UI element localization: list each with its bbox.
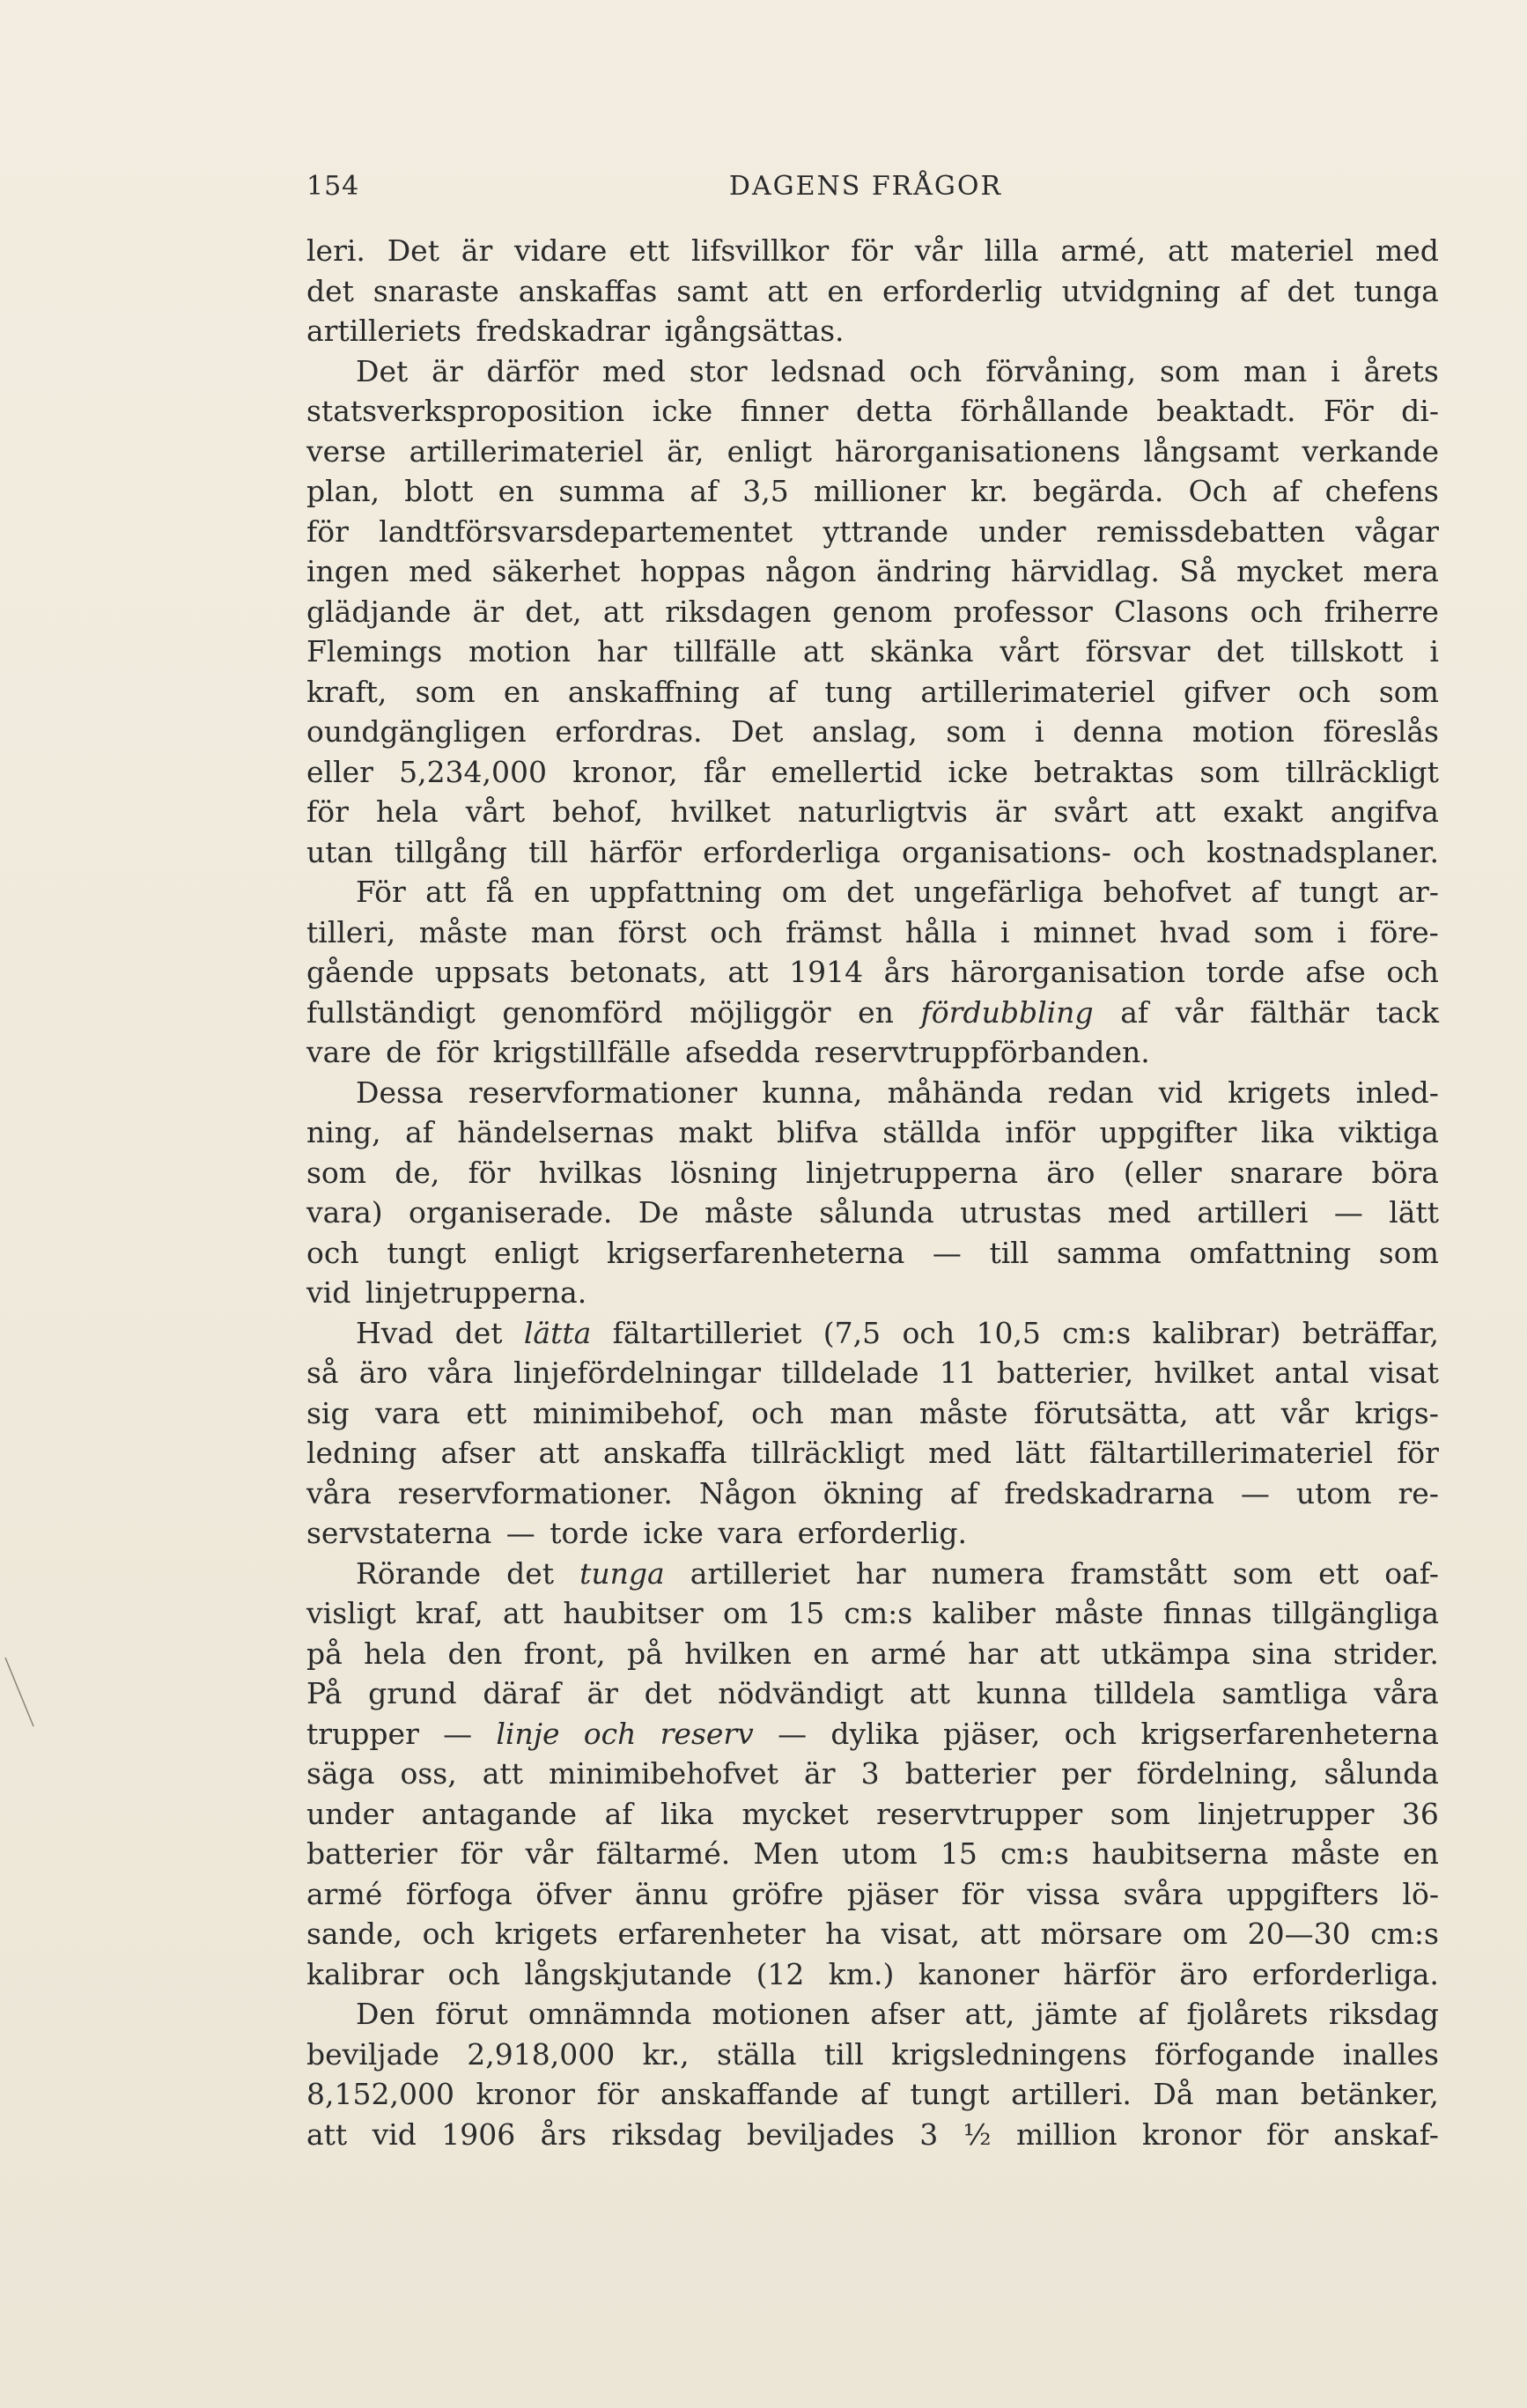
running-title: DAGENS FRÅGOR [728, 171, 1003, 202]
text-line: servstaterna — torde icke vara erforderlig. [306, 1516, 967, 1550]
text-line: statsverksproposition icke finner detta förhållande beaktadt. För di- [306, 394, 1439, 428]
text-line: som de, för hvilkas lösning linjetrupperna äro (eller snarare böra [306, 1155, 1439, 1190]
text-line: och tungt enligt krigserfarenheterna — till samma omfattning som [306, 1235, 1439, 1270]
text-line: sande, och krigets erfarenheter ha visat, att mörsare om 20—30 cm:s [306, 1917, 1439, 1951]
text-line: ledning afser att anskaffa tillräckligt med lätt fältartillerimateriel för [306, 1436, 1439, 1470]
page-number: 154 [306, 171, 360, 202]
text-line: fullständigt genomförd möjliggör en fördubbling af vår fälthär tack [306, 994, 1439, 1030]
text-line: trupper — linje och reserv — dylika pjäser, och krigserfarenheterna [306, 1716, 1439, 1751]
text-line: verse artillerimateriel är, enligt härorganisationens långsamt verkande [306, 433, 1439, 469]
text-line: visligt kraf, att haubitser om 15 cm:s kaliber måste finnas tillgängliga [306, 1596, 1439, 1630]
text-line: vara) organiserade. De måste sålunda utrustas med artilleri — lätt [306, 1195, 1439, 1230]
text-line: sig vara ett minimibehof, och man måste förutsätta, att vår krigs- [306, 1395, 1439, 1430]
text-line: Hvad det lätta fältartilleriet (7,5 och 10,5 cm:s kalibrar) beträffar, [356, 1315, 1439, 1350]
text-line: På grund däraf är det nödvändigt att kunna tilldela samtliga våra [306, 1676, 1439, 1710]
text-line: armé förfoga öfver ännu gröfre pjäser för vissa svåra uppgifters lö- [306, 1876, 1439, 1911]
text-line: säga oss, att minimibehofvet är 3 batterier per fördelning, sålunda [306, 1756, 1439, 1791]
text-line: på hela den front, på hvilken en armé har att utkämpa sina strider. [306, 1636, 1439, 1671]
text-line: vid linjetrupperna. [306, 1275, 587, 1310]
text-line: Den förut omnämnda motionen afser att, jämte af fjolårets riksdag [356, 1997, 1439, 2031]
text-line: för hela vårt behof, hvilket naturligtvis är svårt att exakt angifva [306, 794, 1439, 829]
text-line: Rörande det tunga artilleriet har numera framstått som ett oaf- [356, 1555, 1439, 1591]
text-line: tilleri, måste man först och främst hålla i minnet hvad som i före- [306, 914, 1439, 949]
text-line: utan tillgång till härför erforderliga organisations- och kostnadsplaner. [306, 834, 1439, 869]
text-line: att vid 1906 års riksdag beviljades 3 ½ million kronor för anskaf- [306, 2116, 1439, 2152]
margin-pencil-mark [4, 1656, 39, 1735]
running-head [306, 171, 1425, 215]
text-line: våra reservformationer. Någon ökning af fredskadrarna — utom re- [306, 1475, 1439, 1511]
text-line: oundgängligen erfordras. Det anslag, som i denna motion föreslås [306, 714, 1439, 749]
text-line: 8,152,000 kronor för anskaffande af tungt artilleri. Då man betänker, [306, 2077, 1439, 2111]
text-line: Det är därför med stor ledsnad och förvåning, som man i årets [356, 353, 1439, 388]
text-line: gående uppsats betonats, att 1914 års härorganisation torde afse och [306, 955, 1439, 989]
text-line: vare de för krigstillfälle afsedda reservtruppförbanden. [306, 1035, 1150, 1069]
text-line: ingen med säkerhet hoppas någon ändring härvidlag. Så mycket mera [306, 554, 1439, 588]
text-line: eller 5,234,000 kronor, får emellertid icke betraktas som tillräckligt [306, 754, 1439, 789]
text-line: ning, af händelsernas makt blifva ställda inför uppgifter lika viktiga [306, 1115, 1439, 1149]
text-line: så äro våra linjefördelningar tilldelade 11 batterier, hvilket antal visat [306, 1355, 1439, 1390]
text-line: under antagande af lika mycket reservtrupper som linjetrupper 36 [306, 1796, 1439, 1831]
text-line: det snaraste anskaffas samt att en erforderlig utvidgning af det tunga [306, 273, 1439, 308]
text-line: Dessa reservformationer kunna, måhända redan vid krigets inled- [356, 1075, 1439, 1110]
text-line: artilleriets fredskadrar igångsättas. [306, 314, 845, 348]
text-line: Flemings motion har tillfälle att skänka vårt försvar det tillskott i [306, 634, 1439, 668]
text-line: För att få en uppfattning om det ungefärliga behofvet af tungt ar- [356, 875, 1439, 909]
text-line: för landtförsvarsdepartementet yttrande under remissdebatten vågar [306, 513, 1439, 549]
text-line: glädjande är det, att riksdagen genom professor Clasons och friherre [306, 594, 1439, 629]
text-line: leri. Det är vidare ett lifsvillkor för vår lilla armé, att materiel med [306, 233, 1439, 268]
text-line: batterier för vår fältarmé. Men utom 15 cm:s haubitserna måste en [306, 1836, 1439, 1871]
body-text [306, 231, 1439, 2154]
text-line: plan, blott en summa af 3,5 millioner kr. begärda. Och af chefens [306, 474, 1439, 508]
text-line: kalibrar och långskjutande (12 km.) kanoner härför äro erforderliga. [306, 1956, 1439, 1991]
text-line: kraft, som en anskaffning af tung artillerimateriel gifver och som [306, 674, 1439, 709]
text-line: beviljade 2,918,000 kr., ställa till krigsledningens förfogande inalles [306, 2036, 1439, 2072]
